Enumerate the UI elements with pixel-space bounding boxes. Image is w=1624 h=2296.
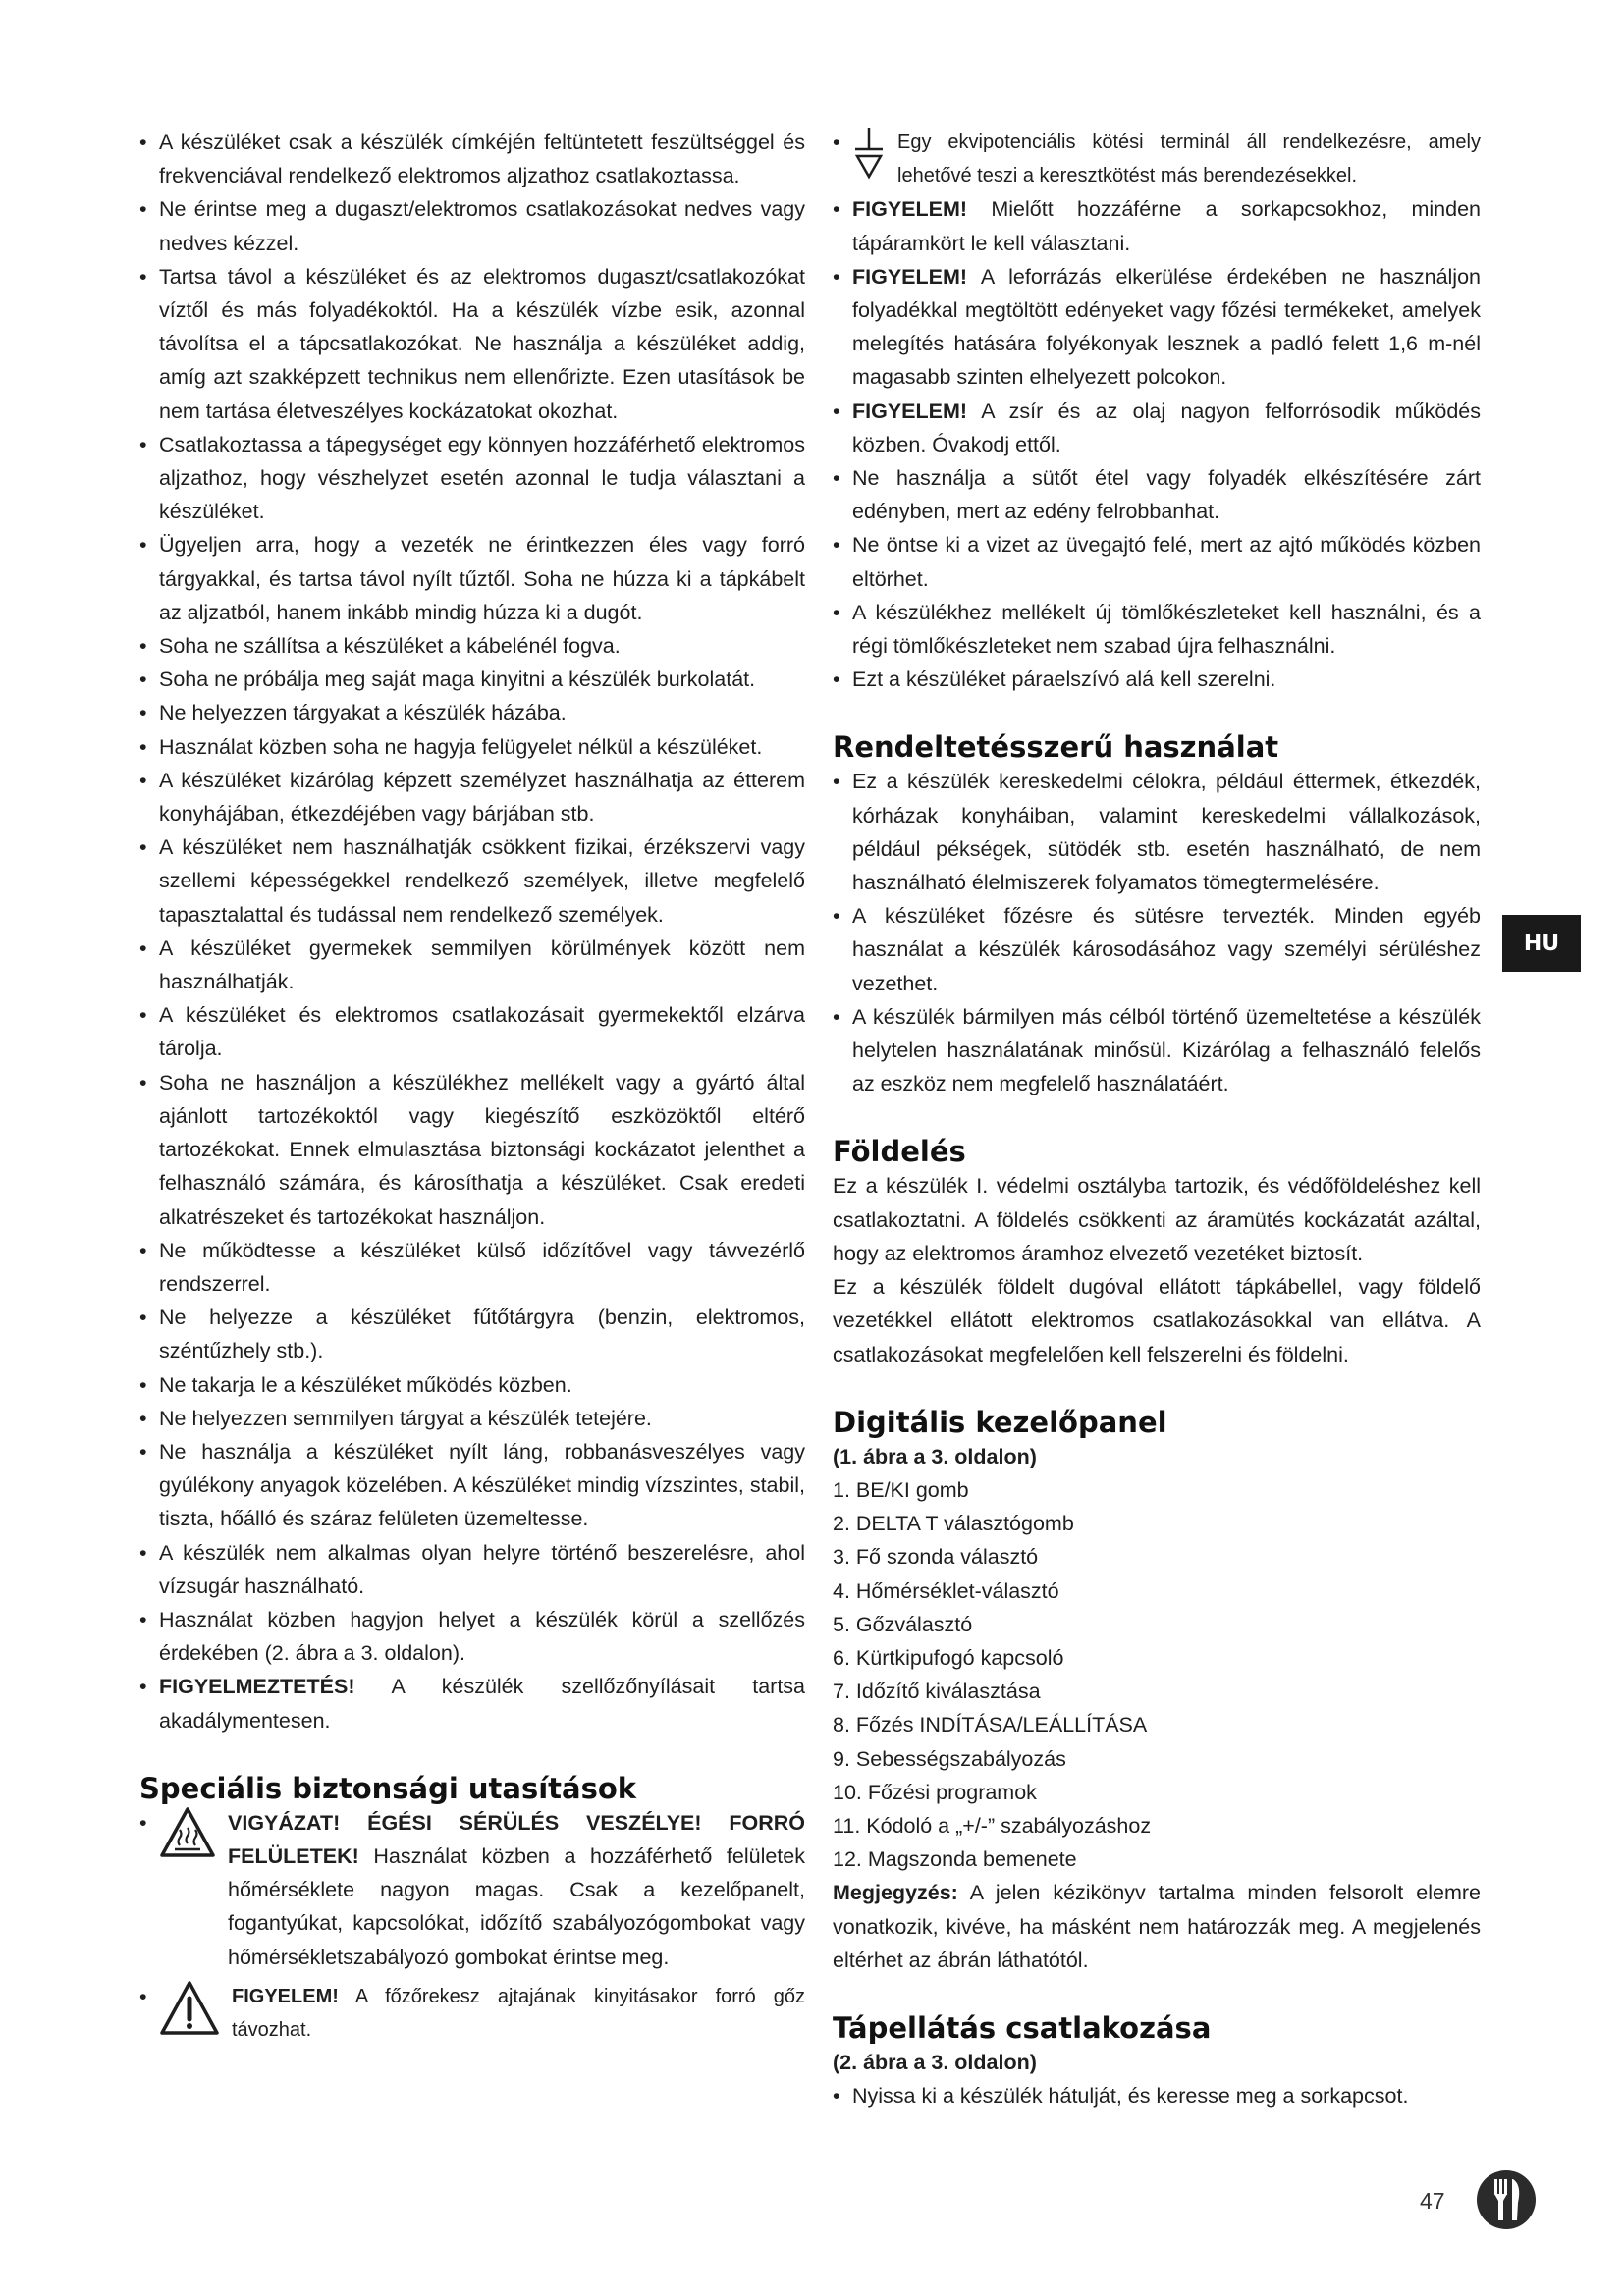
list-item: • Ne használja a sütőt étel vagy folyadék elkészítésére zárt edényben, mert az edény felrobbanhat. (833, 461, 1481, 528)
bullet: • (139, 1984, 147, 2008)
control-panel-item: 7. Időzítő kiválasztása (833, 1680, 1041, 1704)
list-item: • A készüléket kizárólag képzett személyzet használhatja az étterem konyhájában, étkezdéjében vagy bárjában stb. (139, 764, 805, 830)
intended-use-list (833, 765, 1481, 1100)
control-panel-item: 6. Kürtkipufogó kapcsoló (833, 1645, 1064, 1670)
note-text: A jelen kézikönyv tartalma minden felsorolt elemre vonatkozik, kivéve, ha másként nem határozzák meg. A megjelenés eltérhet az ábrán láthatótól. (833, 1881, 1481, 1972)
note-paragraph (833, 1876, 1481, 1977)
control-panel-item: 2. DELTA T választógomb (833, 1512, 1074, 1536)
power-connection-heading: Tápellátás csatlakozása (833, 2010, 1212, 2045)
control-panel-heading: Digitális kezelőpanel (833, 1405, 1167, 1439)
door-warning-text: A főzőrekesz ajtajának kinyitásakor forró gőz távozhat. (232, 1985, 805, 2041)
control-panel-subtitle: (1. ábra a 3. oldalon) (833, 1444, 1037, 1468)
bullet: • (139, 1810, 147, 1835)
caution-triangle-icon (159, 1980, 220, 2037)
list-item: • Ne helyezzen semmilyen tárgyat a készülék tetejére. (139, 1402, 805, 1435)
control-panel-item: 4. Hőmérséklet-választó (833, 1578, 1059, 1603)
list-item: • Ne öntse ki a vizet az üvegajtó felé, mert az ajtó működés közben eltörhet. (833, 528, 1481, 595)
hot-surface-label: VIGYÁZAT! ÉGÉSI SÉRÜLÉS VESZÉLYE! FORRÓ FELÜLETEK! (228, 1810, 805, 1868)
language-tab: HU (1502, 915, 1581, 972)
left-column (139, 126, 805, 2047)
grounding-paragraph-1: Ez a készülék I. védelmi osztályba tartozik, és védőföldeléshez kell csatlakoztatni. A földelés csökkenti az áramütés kockázatát azáltal, hogy az elektromos áramhoz elvezető vezetéket biztosít. (833, 1174, 1481, 1265)
list-item: • Csatlakoztassa a tápegységet egy könnyen hozzáférhető elektromos aljzathoz, hogy vészhelyzet esetén azonnal le tudja választani a készüléket. (139, 428, 805, 529)
warning-label: FIGYELMEZTETÉS! (159, 1675, 355, 1699)
list-item: • A készüléket főzésre és sütésre tervezték. Minden egyéb használat a készülék károsodásához vagy személyi sérüléshez vezethet. (833, 899, 1481, 1000)
list-item: • Ne helyezzen tárgyakat a készülék házába. (139, 696, 805, 729)
control-panel-item: 12. Magszonda bemenete (833, 1847, 1077, 1872)
special-safety-heading: Speciális biztonsági utasítások (139, 1771, 637, 1805)
equipotential-text: Egy ekvipotenciális kötési terminál áll rendelkezésre, amely lehetővé teszi a keresztkötést más berendezésekkel. (897, 132, 1481, 187)
control-panel-item: 10. Főzési programok (833, 1780, 1037, 1804)
door-steam-warning (139, 1980, 805, 2047)
warning-text: A zsír és az olaj nagyon felforrósodik működés közben. Óvakodj ettől. (852, 399, 1481, 456)
power-connection-list (833, 2079, 1481, 2112)
grounding-heading: Földelés (833, 1135, 966, 1169)
control-panel-list (833, 1473, 1481, 1876)
list-item: • Ezt a készüléket páraelszívó alá kell szerelni. (833, 663, 1481, 696)
list-item-warning (139, 1670, 805, 1736)
list-item: • Használat közben hagyjon helyet a készülék körül a szellőzés érdekében (2. ábra a 3. oldalon). (139, 1603, 805, 1670)
bullet: • (833, 131, 840, 154)
control-panel-item: 9. Sebességszabályozás (833, 1746, 1066, 1771)
list-item: • Nyissa ki a készülék hátulját, és keresse meg a sorkapcsot. (833, 2079, 1481, 2112)
list-item: • Ne használja a készüléket nyílt láng, robbanásveszélyes vagy gyúlékony anyagok közelében. A készüléket mindig vízszintes, stabil, tiszta, hőálló és száraz felületen üzemeltesse. (139, 1435, 805, 1536)
list-item: • A készülék nem alkalmas olyan helyre történő beszerelésre, ahol vízsugár használható. (139, 1536, 805, 1603)
hot-surface-text: Használat közben a hozzáférhető felületek hőmérséklete nagyon magas. Csak a kezelőpanelt, fogantyúkat, kapcsolókat, időzítő szabályozógombokat vagy hőmérsékletszabályozó gombokat érintse meg. (228, 1843, 805, 1969)
hot-surface-warning (139, 1806, 805, 1974)
intended-use-heading: Rendeltetésszerű használat (833, 730, 1279, 765)
page-number: 47 (1420, 2188, 1445, 2214)
list-item: • Tartsa távol a készüléket és az elektromos dugaszt/csatlakozókat víztől és más folyadékoktól. Ha a készülék vízbe esik, azonnal távolítsa el a tápcsatlakozókat. Ne használja a készüléket addig, amíg azt szakképzett technikus nem ellenőrizte. Ezen utasítások be nem tartása életveszélyes kockázatokat okozhat. (139, 260, 805, 428)
control-panel-item: 3. Fő szonda választó (833, 1545, 1039, 1570)
right-column (833, 126, 1481, 2112)
power-connection-subtitle: (2. ábra a 3. oldalon) (833, 2050, 1037, 2074)
warning-label: FIGYELEM! (852, 197, 968, 222)
list-item: • Ügyeljen arra, hogy a vezeték ne érintkezzen éles vagy forró tárgyakkal, és tartsa távol nyílt tűztől. Soha ne húzza ki a tápkábelt az aljzatból, hanem inkább mindig húzza ki a dugót. (139, 528, 805, 629)
warning-list (833, 192, 1481, 696)
hot-surface-warning-icon (159, 1806, 216, 1859)
warning-text: Mielőtt hozzáférne a sorkapcsokhoz, minden tápáramkört le kell választani. (852, 197, 1481, 255)
grounding-paragraph-2: Ez a készülék földelt dugóval ellátott tápkábellel, vagy földelő vezetékkel ellátott elektromos csatlakozásokkal van ellátva. A csatlakozásokat megfelelően kell felszerelni és földelni. (833, 1275, 1481, 1366)
control-panel-item: 5. Gőzválasztó (833, 1612, 973, 1636)
control-panel-item: 11. Kódoló a „+/-” szabályozáshoz (833, 1813, 1152, 1838)
safety-list (139, 126, 805, 1737)
list-item: • A készüléket nem használhatják csökkent fizikai, érzékszervi vagy szellemi képességekkel rendelkező személyek, illetve megfelelő tapasztalattal és tudással nem rendelkező személyek. (139, 830, 805, 932)
list-item: • Soha ne használjon a készülékhez mellékelt vagy a gyártó által ajánlott tartozékoktól vagy kiegészítő eszközöktől eltérő tartozékokat. Ennek elmulasztása biztonsági kockázatot jelenthet a felhasználó számára, és károsíthatja a készüléket. Csak eredeti alkatrészeket és tartozékokat használjon. (139, 1066, 805, 1234)
list-item: • A készüléket gyermekek semmilyen körülmények között nem használhatják. (139, 932, 805, 998)
control-panel-item: 8. Főzés INDÍTÁSA/LEÁLLÍTÁSA (833, 1713, 1148, 1737)
list-item: • Soha ne próbálja meg saját maga kinyitni a készülék burkolatát. (139, 663, 805, 696)
list-item-warning (833, 395, 1481, 461)
door-warning-label: FIGYELEM! (232, 1985, 339, 2007)
note-label: Megjegyzés: (833, 1881, 958, 1905)
list-item: • Használat közben soha ne hagyja felügyelet nélkül a készüléket. (139, 730, 805, 764)
warning-label: FIGYELEM! (852, 264, 968, 289)
list-item: • A készülékhez mellékelt új tömlőkészleteket kell használni, és a régi tömlőkészleteket nem szabad újra felhasználni. (833, 596, 1481, 663)
list-item: • Ne érintse meg a dugaszt/elektromos csatlakozásokat nedves vagy nedves kézzel. (139, 192, 805, 259)
list-item-warning (833, 192, 1481, 259)
list-item: • Ne helyezze a készüléket fűtőtárgyra (benzin, elektromos, széntűzhely stb.). (139, 1301, 805, 1367)
cutlery-logo-icon (1476, 2169, 1537, 2230)
warning-label: FIGYELEM! (852, 399, 968, 423)
list-item: • Ne takarja le a készüléket működés közben. (139, 1368, 805, 1402)
list-item: • Ne működtesse a készüléket külső időzítővel vagy távvezérlő rendszerrel. (139, 1234, 805, 1301)
list-item-warning (833, 260, 1481, 395)
warning-text: A leforrázás elkerülése érdekében ne használjon folyadékkal megtöltött edényeket vagy főzési termékeket, amelyek melegítés hatására folyékonyak lesznek a padló felett 1,6 m-nél magasabb szinten elhelyezett polcokon. (852, 264, 1481, 390)
list-item: • Ez a készülék kereskedelmi célokra, például éttermek, étkezdék, kórházak konyháiban, valamint kereskedelmi vállalkozások, például pékségek, sütödék stb. esetén használható, de nem használható élelmiszerek folyamatos tömegtermelésére. (833, 765, 1481, 899)
warning-text: A készülék szellőzőnyílásait tartsa akadálymentesen. (159, 1675, 805, 1733)
list-item: • A készüléket és elektromos csatlakozásait gyermekektől elzárva tárolja. (139, 998, 805, 1065)
list-item: • A készüléket csak a készülék címkéjén feltüntetett feszültséggel és frekvenciával rendelkező elektromos aljzathoz csatlakoztassa. (139, 126, 805, 192)
control-panel-item: 1. BE/KI gomb (833, 1477, 969, 1502)
equipotential-icon (852, 126, 886, 181)
list-item: • A készülék bármilyen más célból történő üzemeltetése a készülék helytelen használatának minősül. Kizárólag a felhasználó felelős az eszköz nem megfelelő használatáért. (833, 1000, 1481, 1101)
equipotential-item (833, 126, 1481, 192)
list-item: • Soha ne szállítsa a készüléket a kábelénél fogva. (139, 629, 805, 663)
